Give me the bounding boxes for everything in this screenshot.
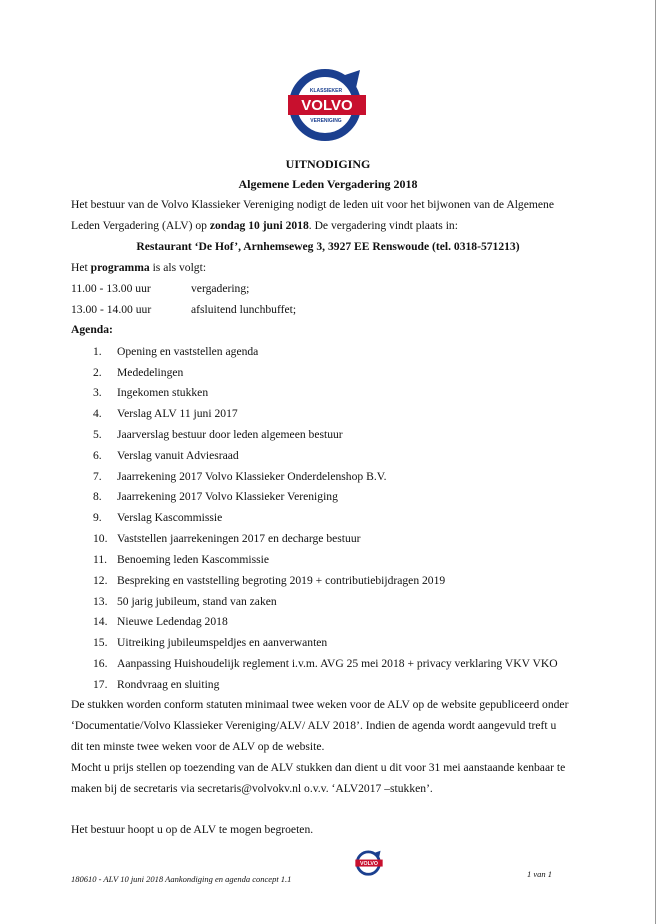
agenda-item	[93, 595, 277, 608]
agenda-item-number: 2.	[93, 366, 102, 379]
agenda-label: Agenda:	[71, 323, 113, 336]
logo-top-text: KLASSIEKER	[309, 88, 343, 94]
agenda-item-number: 16.	[93, 657, 108, 670]
logo-bottom-text: VERENIGING	[310, 118, 342, 124]
agenda-item	[93, 449, 239, 462]
agenda-item-text: Benoeming leden Kascommissie	[117, 553, 269, 566]
agenda-item-number: 17.	[93, 678, 108, 691]
closing-paragraph-1-line-2: ‘Documentatie/Volvo Klassieker Vereniging/ALV/ ALV 2018’. Indien de agenda wordt aangevuld treft u	[71, 719, 557, 732]
agenda-item-number: 10.	[93, 532, 108, 545]
closing-paragraph-2-line-2: maken bij de secretaris via secretaris@volvokv.nl o.v.v. ‘ALV2017 –stukken’.	[71, 782, 433, 795]
agenda-item	[93, 407, 238, 420]
agenda-item-number: 3.	[93, 386, 102, 399]
agenda-item	[93, 428, 343, 441]
agenda-item-text: Nieuwe Ledendag 2018	[117, 615, 228, 628]
agenda-item-text: 50 jarig jubileum, stand van zaken	[117, 595, 277, 608]
agenda-item	[93, 553, 269, 566]
programme-intro	[71, 261, 206, 274]
programme-activity: vergadering;	[191, 282, 250, 295]
agenda-item	[93, 657, 558, 670]
agenda-item-text: Mededelingen	[117, 366, 184, 379]
closing-paragraph-2-line-1: Mocht u prijs stellen op toezending van de ALV stukken dan dient u dit voor 31 mei aanstaande kenbaar te	[71, 761, 566, 774]
agenda-item-text: Jaarrekening 2017 Volvo Klassieker Vereniging	[117, 490, 338, 503]
agenda-item	[93, 615, 228, 628]
intro-line-1: Het bestuur van de Volvo Klassieker Vereniging nodigt de leden uit voor het bijwonen van de Algemene	[71, 198, 554, 211]
programme-activity: afsluitend lunchbuffet;	[191, 303, 297, 316]
agenda-item-number: 11.	[93, 553, 108, 566]
agenda-item-number: 14.	[93, 615, 108, 628]
agenda-item-text: Rondvraag en sluiting	[117, 678, 220, 691]
programme-row	[71, 282, 249, 295]
agenda-item-number: 15.	[93, 636, 108, 649]
agenda-item	[93, 386, 208, 399]
agenda-item-text: Aanpassing Huishoudelijk reglement i.v.m. AVG 25 mei 2018 + privacy verklaring VKV VKO	[117, 657, 558, 670]
agenda-item-number: 6.	[93, 449, 102, 462]
agenda-item-number: 4.	[93, 407, 102, 420]
agenda-item-number: 9.	[93, 511, 102, 524]
footer-logo-icon	[352, 848, 386, 876]
programme-row	[71, 303, 296, 316]
agenda-item-text: Jaarverslag bestuur door leden algemeen bestuur	[117, 428, 343, 441]
document-subtitle: Algemene Leden Vergadering 2018	[238, 177, 418, 191]
agenda-item-text: Verslag ALV 11 juni 2017	[117, 407, 238, 420]
agenda-item-text: Verslag Kascommissie	[117, 511, 223, 524]
agenda-item	[93, 574, 445, 587]
programme-intro-start: Het	[71, 261, 91, 274]
intro-line-2	[71, 219, 458, 232]
agenda-item-text: Verslag vanuit Adviesraad	[117, 449, 239, 462]
footer-logo-brand-text: VOLVO	[360, 860, 378, 867]
intro-line-2-end: . De vergadering vindt plaats in:	[308, 219, 458, 232]
agenda-item	[93, 636, 327, 649]
agenda-item	[93, 366, 183, 379]
intro-line-2-start: Leden Vergadering (ALV) op	[71, 219, 210, 232]
agenda-item-text: Opening en vaststellen agenda	[117, 345, 259, 358]
agenda-item	[93, 470, 387, 483]
programme-intro-end: is als volgt:	[149, 261, 207, 274]
venue-line: Restaurant ‘De Hof’, Arnhemseweg 3, 3927 EE Renswoude (tel. 0318-571213)	[136, 240, 520, 253]
meeting-date: zondag 10 juni 2018	[209, 219, 309, 232]
agenda-item	[93, 511, 222, 524]
agenda-item-number: 8.	[93, 490, 102, 503]
volvo-klassieker-logo-icon	[284, 62, 370, 142]
agenda-item-text: Ingekomen stukken	[117, 386, 209, 399]
agenda-item-text: Vaststellen jaarrekeningen 2017 en decharge bestuur	[117, 532, 361, 545]
closing-greeting: Het bestuur hoopt u op de ALV te mogen begroeten.	[71, 823, 314, 836]
document-title: UITNODIGING	[285, 157, 371, 171]
agenda-item	[93, 678, 219, 691]
footer-page-number: 1 van 1	[527, 869, 553, 879]
closing-paragraph-1-line-3: dit ten minste twee weken voor de ALV op de website.	[71, 740, 325, 753]
agenda-item	[93, 490, 338, 503]
agenda-item-number: 5.	[93, 428, 102, 441]
programme-time: 13.00 - 14.00 uur	[71, 303, 152, 316]
programme-word: programma	[90, 261, 150, 274]
agenda-item-number: 13.	[93, 595, 108, 608]
closing-paragraph-1-line-1: De stukken worden conform statuten minimaal twee weken voor de ALV op de website gepubliceerd onder	[71, 698, 569, 711]
agenda-item-number: 7.	[93, 470, 102, 483]
agenda-item-text: Jaarrekening 2017 Volvo Klassieker Onderdelenshop B.V.	[117, 470, 387, 483]
agenda-item-text: Uitreiking jubileumspeldjes en aanverwanten	[117, 636, 328, 649]
agenda-item	[93, 345, 258, 358]
agenda-item-number: 12.	[93, 574, 108, 587]
agenda-item-number: 1.	[93, 345, 102, 358]
footer-document-reference: 180610 - ALV 10 juni 2018 Aankondiging en agenda concept 1.1	[71, 874, 292, 884]
agenda-item	[93, 532, 361, 545]
programme-time: 11.00 - 13.00 uur	[71, 282, 151, 295]
agenda-item-text: Bespreking en vaststelling begroting 2019 + contributiebijdragen 2019	[117, 574, 446, 587]
logo-brand-text: VOLVO	[301, 97, 353, 114]
